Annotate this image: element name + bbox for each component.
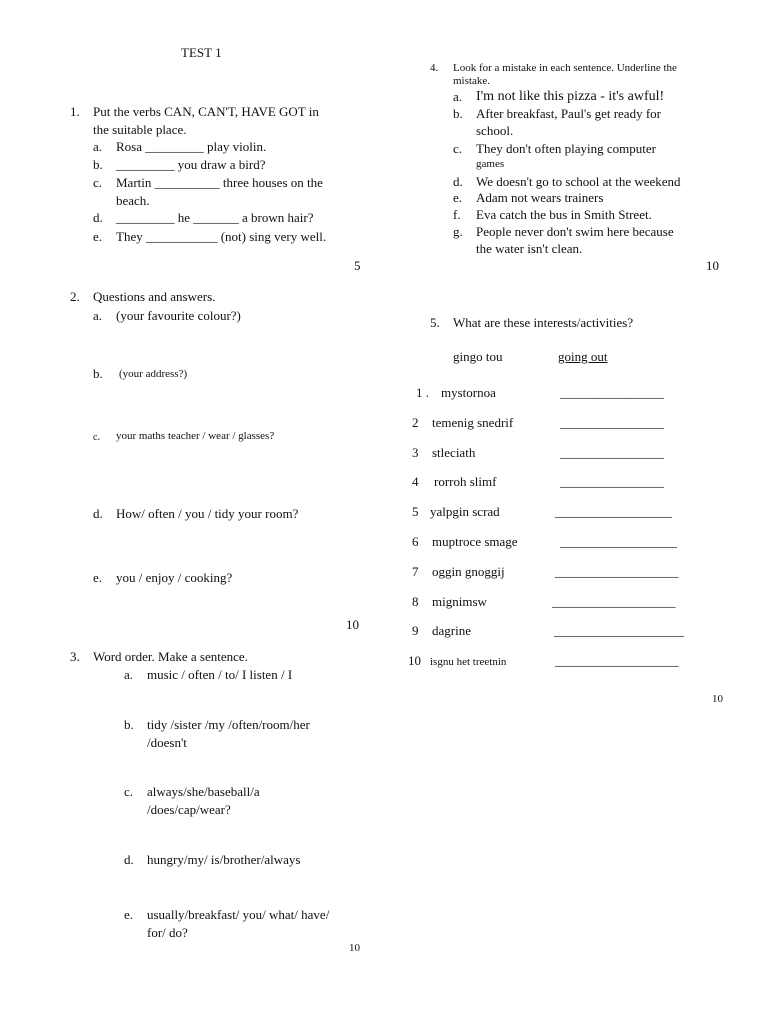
item-number: 7 — [412, 564, 419, 579]
score: 10 — [712, 693, 723, 705]
item-label: c. — [124, 784, 134, 799]
exercise-item: usually/breakfast/ you/ what/ have/ — [147, 907, 330, 922]
scrambled-word: rorroh slimf — [434, 474, 497, 489]
answer-blank: ___________________ — [552, 594, 676, 609]
exercise-item: After breakfast, Paul's get ready for — [476, 106, 661, 121]
question-number: 2. — [70, 289, 80, 304]
exercise-item: _________ you draw a bird? — [116, 157, 266, 172]
page-title: TEST 1 — [181, 45, 222, 60]
scrambled-word: oggin gnoggij — [432, 564, 505, 579]
item-label: b. — [124, 717, 134, 732]
score: 10 — [706, 258, 719, 273]
item-label: b. — [93, 366, 103, 381]
scrambled-word: stleciath — [432, 445, 476, 460]
item-number: 6 — [412, 534, 419, 549]
scrambled-word: muptroce smage — [432, 534, 518, 549]
answer-blank: ________________ — [560, 385, 664, 400]
item-label: d. — [93, 506, 103, 521]
exercise-item: (your favourite colour?) — [116, 308, 241, 323]
exercise-item-cont: for/ do? — [147, 925, 188, 940]
exercise-item-cont: beach. — [116, 193, 150, 208]
exercise-item: Rosa _________ play violin. — [116, 139, 267, 154]
item-number: 2 — [412, 415, 419, 430]
exercise-item: They don't often playing computer — [476, 141, 656, 156]
exercise-item-cont: games — [476, 158, 505, 170]
item-number: 10 — [408, 653, 421, 668]
question-instruction-cont: the suitable place. — [93, 122, 187, 137]
exercise-item: They ___________ (not) sing very well. — [116, 229, 327, 244]
item-label: g. — [453, 224, 463, 239]
exercise-item: People never don't swim here because — [476, 224, 674, 239]
example-answer: going out — [558, 349, 608, 364]
item-label: e. — [93, 570, 103, 585]
exercise-item: How/ often / you / tidy your room? — [116, 506, 299, 521]
item-label: a. — [453, 89, 463, 104]
exercise-item-cont: the water isn't clean. — [476, 241, 583, 256]
item-label: a. — [93, 139, 103, 154]
answer-blank: ________________ — [560, 415, 664, 430]
question-number: 3. — [70, 649, 80, 664]
question-number: 1. — [70, 104, 80, 119]
item-label: e. — [93, 229, 103, 244]
scrambled-word: dagrine — [432, 623, 471, 638]
scrambled-word: mignimsw — [432, 594, 487, 609]
exercise-item: hungry/my/ is/brother/always — [147, 852, 301, 867]
question-instruction: Word order. Make a sentence. — [93, 649, 248, 664]
item-label: c. — [93, 175, 103, 190]
exercise-item: you / enjoy / cooking? — [116, 570, 233, 585]
question-number: 5. — [430, 315, 440, 330]
question-instruction: What are these interests/activities? — [453, 315, 634, 330]
score: 10 — [349, 942, 360, 954]
scrambled-word: yalpgin scrad — [430, 504, 500, 519]
exercise-item: We doesn't go to school at the weekend — [476, 174, 681, 189]
item-label: f. — [453, 207, 461, 222]
exercise-item: Martin __________ three houses on the — [116, 175, 323, 190]
exercise-item: I'm not like this pizza - it's awful! — [476, 89, 665, 104]
item-label: c. — [93, 432, 100, 443]
item-number: 4 — [412, 474, 419, 489]
exercise-item: your maths teacher / wear / glasses? — [116, 430, 275, 442]
question-instruction: Questions and answers. — [93, 289, 216, 304]
item-number: 1 . — [416, 385, 429, 400]
item-number: 9 — [412, 623, 419, 638]
item-label: c. — [453, 141, 463, 156]
exercise-item-cont: school. — [476, 123, 514, 138]
item-number: 3 — [412, 445, 419, 460]
question-number: 4. — [430, 62, 439, 74]
item-label: d. — [124, 852, 134, 867]
item-label: e. — [124, 907, 134, 922]
exercise-item: Eva catch the bus in Smith Street. — [476, 207, 652, 222]
exercise-item-cont: /doesn't — [147, 735, 187, 750]
question-instruction-cont: mistake. — [453, 75, 490, 87]
score: 5 — [354, 258, 361, 273]
item-number: 5 — [412, 504, 419, 519]
exercise-item: always/she/baseball/a — [147, 784, 260, 799]
item-label: d. — [453, 174, 463, 189]
item-label: e. — [453, 190, 463, 205]
item-label: b. — [93, 157, 103, 172]
answer-blank: ___________________ — [555, 653, 679, 668]
scrambled-word: isgnu het treetnin — [430, 656, 507, 668]
answer-blank: __________________ — [560, 534, 677, 549]
item-label: b. — [453, 106, 463, 121]
question-instruction: Put the verbs CAN, CAN'T, HAVE GOT in — [93, 104, 319, 119]
exercise-item: _________ he _______ a brown hair? — [116, 210, 314, 225]
exercise-item: music / often / to/ I listen / I — [147, 667, 293, 682]
exercise-item-cont: /does/cap/wear? — [147, 802, 231, 817]
answer-blank: ___________________ — [555, 564, 679, 579]
question-instruction: Look for a mistake in each sentence. Underline the — [453, 62, 677, 74]
exercise-item: (your address?) — [119, 368, 188, 380]
score: 10 — [346, 617, 359, 632]
exercise-item: tidy /sister /my /often/room/her — [147, 717, 310, 732]
scrambled-word: mystornoa — [441, 385, 496, 400]
scrambled-word: temenig snedrif — [432, 415, 514, 430]
answer-blank: ________________ — [560, 445, 664, 460]
item-label: a. — [124, 667, 134, 682]
answer-blank: ________________ — [560, 474, 664, 489]
item-label: a. — [93, 308, 103, 323]
item-number: 8 — [412, 594, 419, 609]
example-word: gingo tou — [453, 349, 503, 364]
answer-blank: ____________________ — [554, 623, 684, 638]
item-label: d. — [93, 210, 103, 225]
exercise-item: Adam not wears trainers — [476, 190, 604, 205]
answer-blank: __________________ — [555, 504, 672, 519]
